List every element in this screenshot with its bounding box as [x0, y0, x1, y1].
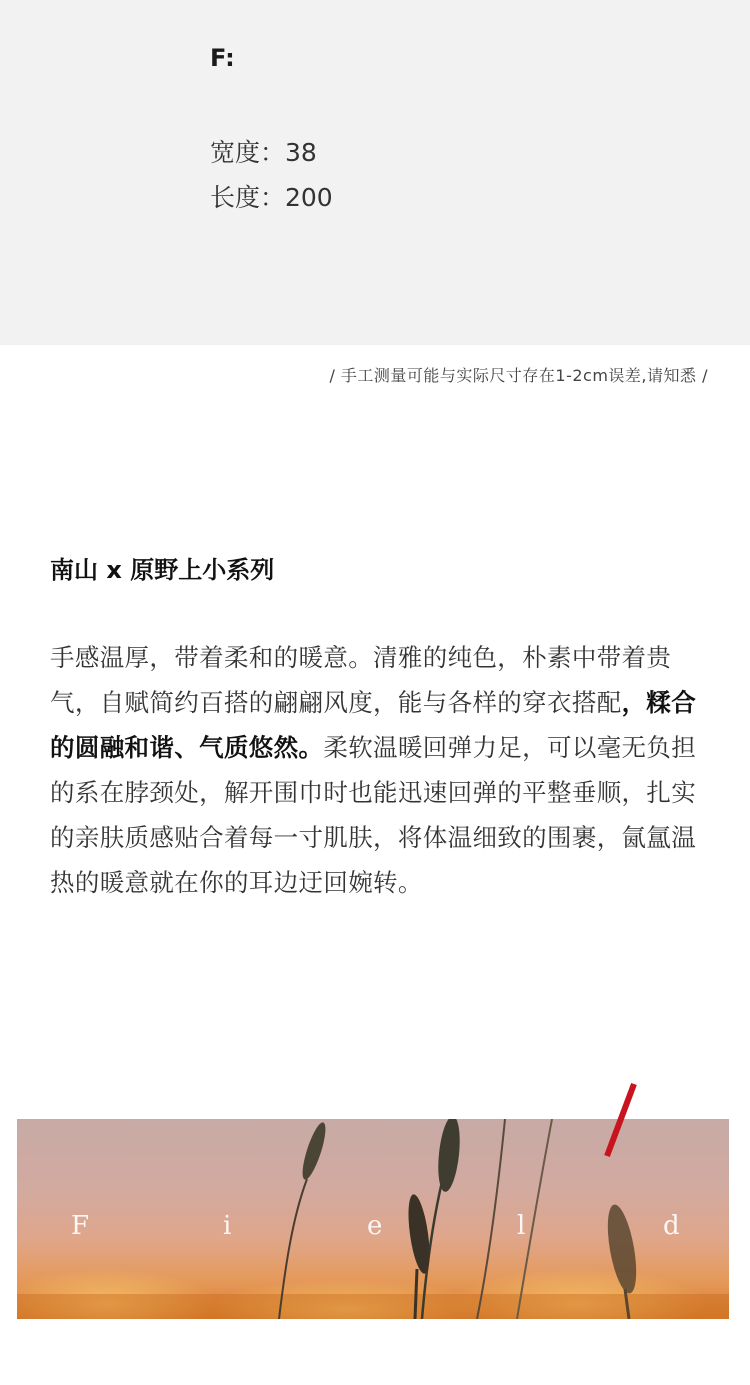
- product-description: [50, 636, 700, 905]
- field-letter-d: d: [663, 1211, 680, 1241]
- description-text-rest: 柔软温暖回弹力足，可以毫无负担的系在脖颈处，解开围巾时也能迅速回弹的平整垂顺，扎实的亲肤质感贴合着每一寸肌肤，将体温细致的围裹，氤氲温热的暖意就在你的耳边迂回婉转。: [50, 732, 697, 897]
- length-spec: 长度：200: [210, 183, 333, 212]
- series-title: 南山 x 原野上小系列: [50, 556, 275, 584]
- field-letter-e: e: [367, 1211, 383, 1241]
- description-text: 手感温厚，带着柔和的暖意。清雅的纯色，朴素中带着贵气，自赋简约百搭的翩翩风度，能与各样的穿衣搭配: [50, 643, 672, 717]
- width-spec: 宽度：38: [210, 138, 317, 167]
- field-letter-i: i: [223, 1211, 232, 1241]
- field-letter-f: F: [71, 1211, 90, 1241]
- red-slash-accent: [602, 1082, 638, 1160]
- description-highlight: ，糅合的圆融和谐、气质悠然。: [50, 687, 697, 762]
- field-letter-l: l: [517, 1211, 526, 1241]
- measurement-note: / 手工测量可能与实际尺寸存在1-2cm误差,请知悉 /: [329, 366, 708, 385]
- size-label: F:: [210, 44, 235, 72]
- size-panel: [0, 0, 750, 345]
